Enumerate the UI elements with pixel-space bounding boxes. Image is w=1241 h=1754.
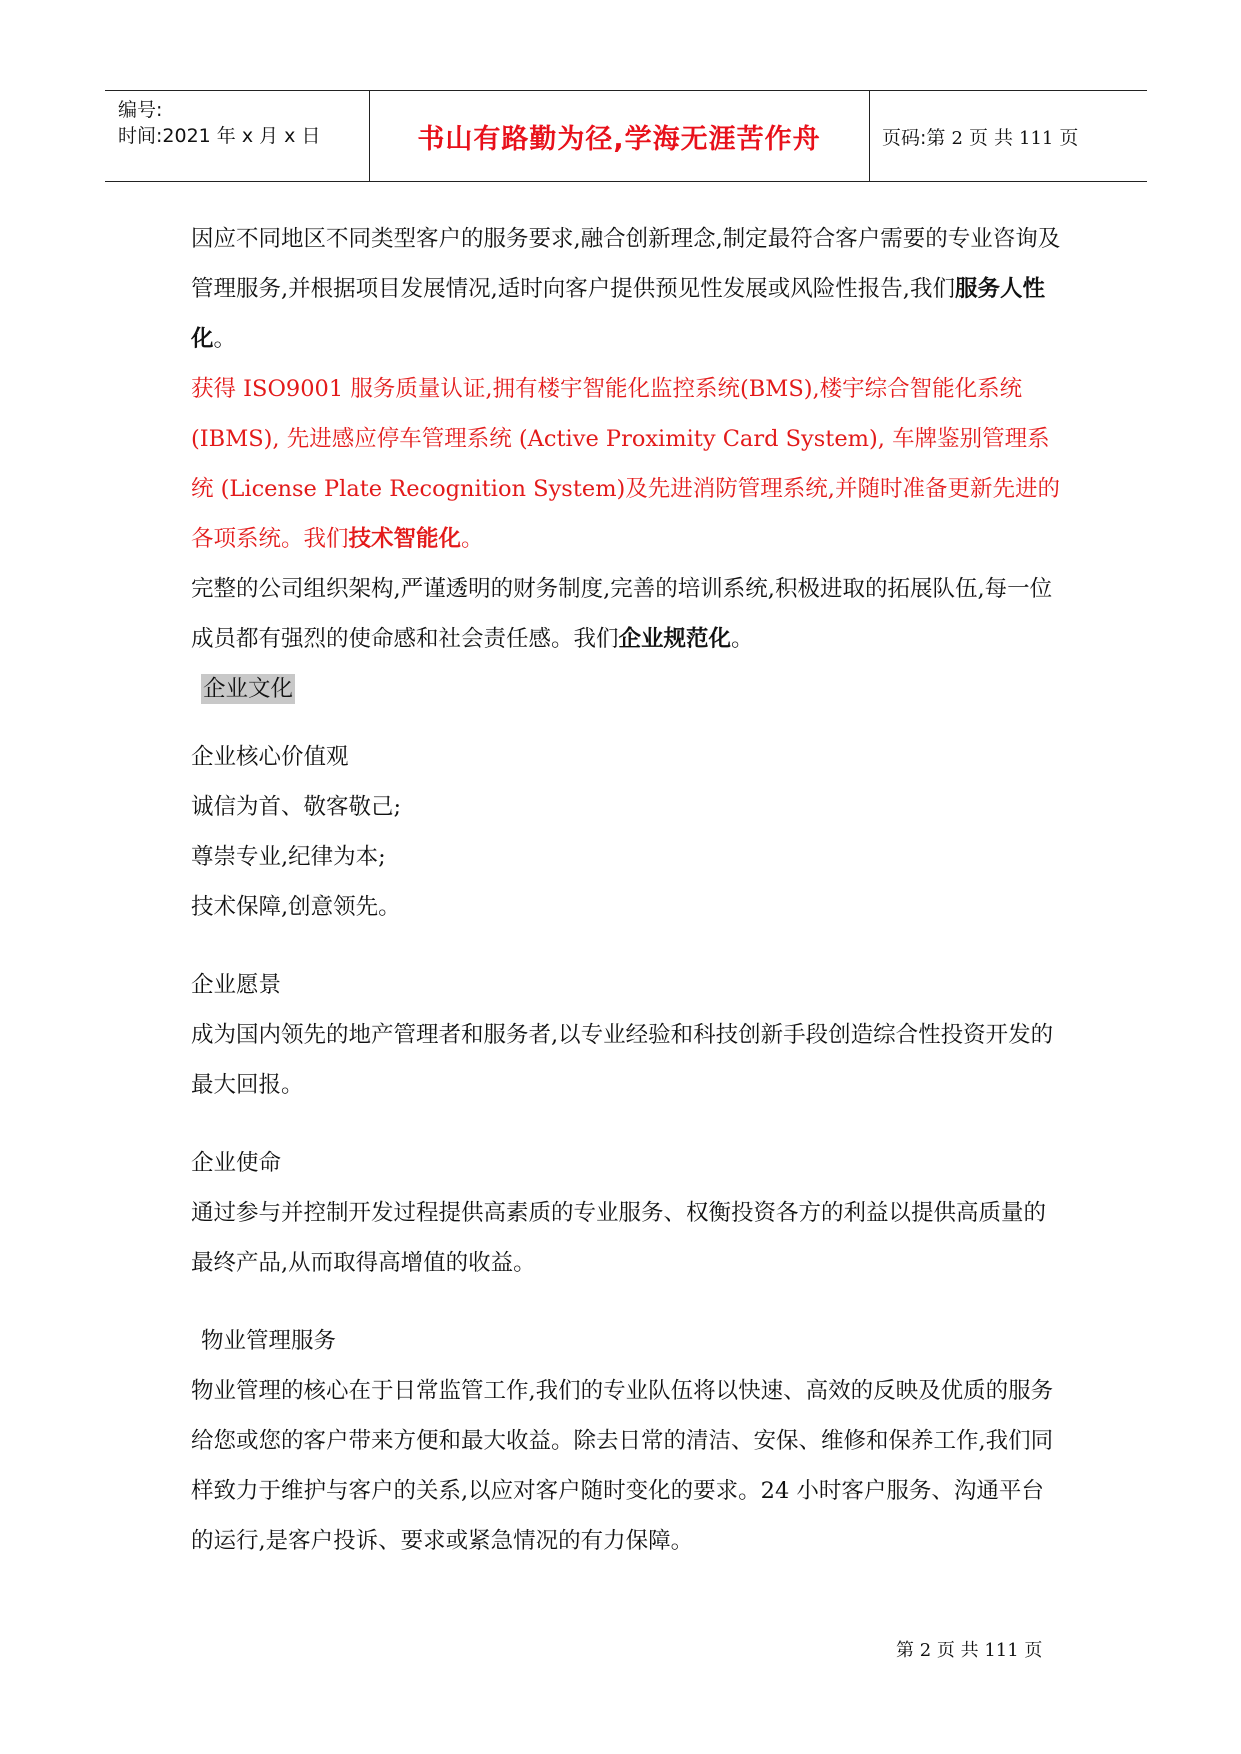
paragraph-service-emphasis: 服务人性化 xyxy=(191,276,1045,352)
page-code-prefix: 页码:第 xyxy=(882,126,952,149)
section-title-culture: 企业文化 xyxy=(203,676,294,702)
page-code-suffix: 页 xyxy=(1053,126,1079,149)
paragraph-organization-emphasis: 企业规范化 xyxy=(618,626,732,652)
paragraph-service-end: 。 xyxy=(213,326,237,352)
document-number-label: 编号: xyxy=(118,99,163,121)
value-item: 技术保障,创意领先。 xyxy=(191,894,401,920)
vision-title: 企业愿景 xyxy=(191,972,282,998)
document-time-label: 时间:2021 年 x 月 x 日 xyxy=(118,125,321,147)
values-title: 企业核心价值观 xyxy=(191,744,349,770)
page-code-total: 111 xyxy=(1019,127,1054,149)
value-item: 诚信为首、敬客敬己; xyxy=(191,794,402,820)
paragraph-technology xyxy=(191,364,1061,564)
service-text: 物业管理的核心在于日常监管工作,我们的专业队伍将以快速、高效的反映及优质的服务给您或您的客户带来方便和最大收益。除去日常的清洁、安保、维修和保养工作,我们同样致力于维护与客户的关系,以应对客户随时变化的要求。24 小时客户服务、沟通平台的运行,是客户投诉、要求或紧急情况的有力保障。 xyxy=(191,1378,1054,1554)
page-footer: 第 2 页 共 111 页 xyxy=(896,1640,1043,1661)
paragraph-organization-end: 。 xyxy=(731,626,754,652)
paragraph-technology-text: 获得 ISO9001 服务质量认证,拥有楼宇智能化监控系统(BMS),楼宇综合智能化系统 (IBMS), 先进感应停车管理系统 (Active Proximity Card System), 车牌鉴别管理系统 (License Plate Recognition System)及先进消防管理系统,并随时准备更新先进的各项系统。我们 xyxy=(191,376,1060,552)
page-code-middle: 页 共 xyxy=(962,126,1020,149)
document-body xyxy=(191,214,1061,1566)
page-code-current: 2 xyxy=(951,127,963,149)
mission-title: 企业使命 xyxy=(191,1150,282,1176)
paragraph-organization-text: 完整的公司组织架构,严谨透明的财务制度,完善的培训系统,积极进取的拓展队伍,每一位成员都有强烈的使命感和社会责任感。我们 xyxy=(191,576,1053,652)
paragraph-technology-emphasis: 技术智能化 xyxy=(348,526,462,552)
service-title: 物业管理服务 xyxy=(201,1328,337,1354)
header-page-code-cell xyxy=(869,91,1147,181)
value-item: 尊崇专业,纪律为本; xyxy=(191,844,386,870)
header-motto: 书山有路勤为径,学海无涯苦作舟 xyxy=(417,123,821,155)
paragraph-service-text: 因应不同地区不同类型客户的服务要求,融合创新理念,制定最符合客户需要的专业咨询及管理服务,并根据项目发展情况,适时向客户提供预见性发展或风险性报告,我们 xyxy=(191,226,1061,302)
vision-text: 成为国内领先的地产管理者和服务者,以专业经验和科技创新手段创造综合性投资开发的最大回报。 xyxy=(191,1022,1054,1098)
paragraph-service xyxy=(191,214,1061,364)
paragraph-technology-end: 。 xyxy=(461,526,484,552)
page-header xyxy=(105,90,1147,182)
header-page-code xyxy=(882,123,1078,150)
mission-text: 通过参与并控制开发过程提供高素质的专业服务、权衡投资各方的利益以提供高质量的最终产品,从而取得高增值的收益。 xyxy=(191,1200,1047,1276)
header-motto-cell xyxy=(369,91,870,181)
header-left-cell xyxy=(105,91,370,181)
paragraph-organization xyxy=(191,564,1061,664)
